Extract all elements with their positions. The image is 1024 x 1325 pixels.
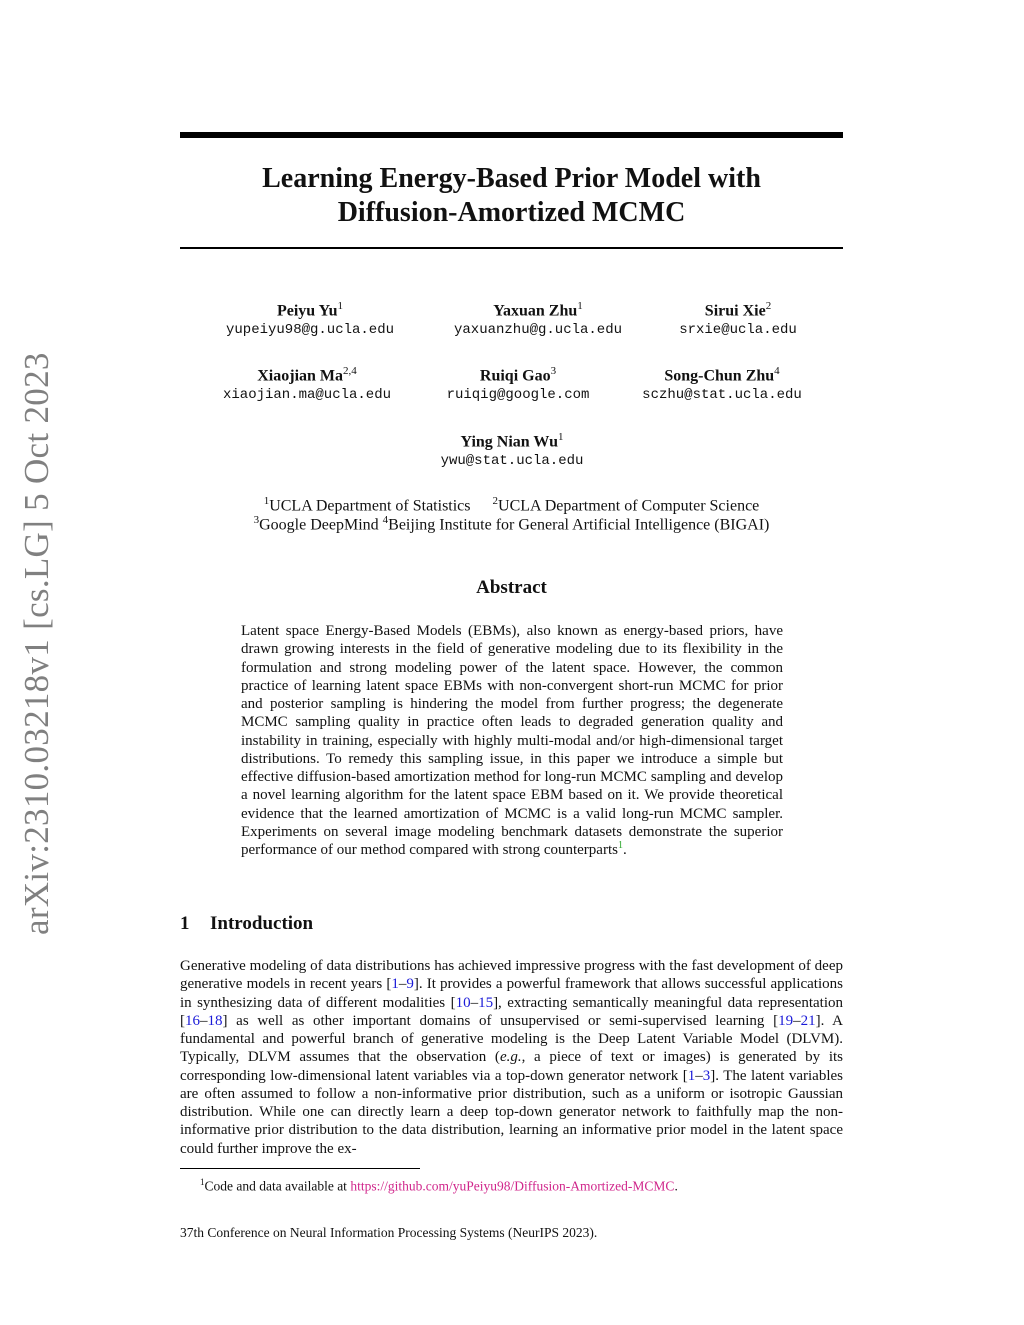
- author-yaxuan-zhu: [445, 296, 631, 339]
- intro-text: –: [200, 1012, 208, 1029]
- affiliation-ucla-statistics: UCLA Department of Statistics: [269, 497, 471, 515]
- citation-link[interactable]: 19: [778, 1012, 794, 1029]
- section-title: Introduction: [210, 913, 314, 934]
- author-email: srxie@ucla.edu: [679, 322, 797, 339]
- author-sirui-xie: [670, 296, 806, 339]
- author-ruiqi-gao: [435, 361, 601, 404]
- author-affil-sup: 1: [558, 431, 564, 443]
- citation-link[interactable]: 9: [406, 976, 414, 993]
- affil-sup: 1: [263, 495, 270, 507]
- author-email: sczhu@stat.ucla.edu: [642, 387, 802, 404]
- footnote-text: Code and data available at: [204, 1178, 351, 1194]
- intro-text: , a piece of text or images) is generated by its corresponding low-dimensional latent variables via a top-down generator network [: [180, 1049, 843, 1084]
- affil-sup: 3: [253, 514, 260, 526]
- citation-link[interactable]: 21: [800, 1012, 816, 1029]
- author-name: Yaxuan Zhu: [493, 302, 578, 320]
- author-affil-sup: 1: [577, 300, 583, 312]
- intro-text: ] as well as other important domains of unsupervised or semi-supervised learning [: [222, 1012, 779, 1029]
- intro-text: ], extracting semantically meaningful data representation [: [180, 994, 843, 1029]
- author-affil-sup: 1: [337, 300, 344, 312]
- title-line-1: Learning Energy-Based Prior Model with: [262, 163, 761, 194]
- citation-link[interactable]: 18: [207, 1012, 223, 1029]
- author-email: yupeiyu98@g.ucla.edu: [225, 322, 395, 339]
- venue-footer: 37th Conference on Neural Information Processing Systems (NeurIPS 2023).: [180, 1225, 598, 1240]
- citation-link[interactable]: 3: [702, 1067, 711, 1084]
- intro-text: ]. A fundamental and powerful branch of generative modeling is the Deep Latent Variable Model (DLVM). Typically, DLVM assumes that the observation (: [180, 1012, 844, 1066]
- affiliation-bigai: Beijing Institute for General Artificial Intelligence (BIGAI): [388, 516, 770, 534]
- author-affil-sup: 2,4: [343, 365, 357, 377]
- author-peiyu-yu: [222, 296, 398, 339]
- abstract-text: [241, 622, 783, 859]
- author-name: Sirui Xie: [704, 302, 766, 320]
- section-heading-introduction: [180, 913, 313, 935]
- author-name: Song-Chun Zhu: [664, 367, 775, 385]
- introduction-paragraph: [180, 957, 843, 1158]
- author-email: ruiqig@google.com: [446, 387, 590, 404]
- author-name: Ying Nian Wu: [460, 433, 559, 451]
- title-bottom-rule: [180, 247, 843, 249]
- affiliation-ucla-cs: UCLA Department of Computer Science: [498, 497, 760, 515]
- affil-sup: 4: [382, 514, 389, 526]
- citation-link[interactable]: 16: [185, 1012, 200, 1029]
- citation-link[interactable]: 10: [455, 994, 471, 1011]
- affiliation-google-deepmind: Google DeepMind: [259, 516, 379, 534]
- author-name: Xiaojian Ma: [257, 367, 344, 385]
- title-top-rule: [180, 132, 843, 138]
- author-email: xiaojian.ma@ucla.edu: [222, 387, 392, 404]
- intro-text: –: [695, 1067, 703, 1084]
- author-song-chun-zhu: [630, 361, 814, 404]
- intro-text: ]. It provides a powerful framework that allows successful applications in synthesizing data of different modalities [: [180, 976, 843, 1011]
- abstract-end: .: [622, 842, 627, 858]
- paper-title: [180, 162, 843, 230]
- abstract-heading: Abstract: [476, 577, 547, 598]
- intro-text: Generative modeling of data distributions has achieved impressive progress with the fast development of deep generative models in recent years [: [180, 958, 843, 993]
- author-email: yaxuanzhu@g.ucla.edu: [453, 322, 623, 339]
- author-xiaojian-ma: [212, 361, 402, 404]
- section-number: 1: [180, 913, 190, 934]
- title-line-2: Diffusion-Amortized MCMC: [337, 197, 686, 228]
- intro-text: –: [793, 1012, 801, 1029]
- footnote: [200, 1174, 678, 1195]
- affiliations-line-2: [180, 511, 843, 534]
- author-name: Peiyu Yu: [276, 302, 338, 320]
- author-ying-nian-wu: [422, 427, 602, 470]
- author-email: ywu@stat.ucla.edu: [440, 453, 584, 470]
- footnote-number: 1: [200, 1177, 205, 1187]
- intro-emphasis: e.g.: [499, 1049, 522, 1066]
- author-name: Ruiqi Gao: [479, 367, 551, 385]
- citation-link[interactable]: 1: [687, 1067, 696, 1084]
- intro-text: ]. The latent variables are often assumed to follow a non-informative prior distribution, such as a uniform or isotropic Gaussian distribution. While one can directly learn a deep top-down generator network to faithfully map the non-informative prior distribution to the data distribution, learning an informative prior model in the latent space could further improve the ex-: [180, 1067, 843, 1157]
- intro-text: –: [398, 976, 407, 993]
- arxiv-identifier: arXiv:2310.03218v1 [cs.LG] 5 Oct 2023: [17, 352, 56, 935]
- abstract-body-text: Latent space Energy-Based Models (EBMs), also known as energy-based priors, have drawn growing interests in the field of generative modeling due to its flexibility in the formulation and strong modeling power of the latent space. However, the common practice of learning latent space EBMs with non-convergent short-run MCMC for prior and posterior sampling is hindering the model from further progress; the degenerate MCMC sampling quality in practice often leads to degraded generation quality and instability in training, especially with highly multi-modal and/or high-dimensional target distributions. To remedy this sampling issue, in this paper we introduce a simple but effective diffusion-based amortization method for long-run MCMC sampling and develop a novel learning algorithm for the latent space EBM based on it. We provide theoretical evidence that the learned amortization of MCMC is a valid long-run MCMC sampler. Experiments on several image modeling benchmark datasets demonstrate the superior performance of our method compared with strong counterparts: [241, 623, 783, 858]
- affil-sup: 2: [492, 495, 499, 507]
- intro-text: –: [470, 994, 479, 1011]
- footnote-rule: [180, 1168, 420, 1169]
- footnote-end: .: [674, 1178, 678, 1194]
- author-affil-sup: 4: [774, 365, 780, 377]
- footnote-mark-link[interactable]: 1: [617, 840, 623, 851]
- author-affil-sup: 3: [550, 365, 557, 377]
- citation-link[interactable]: 15: [478, 994, 494, 1011]
- citation-link[interactable]: 1: [391, 976, 399, 993]
- github-link[interactable]: https://github.com/yuPeiyu98/Diffusion-Amortized-MCMC: [350, 1178, 675, 1194]
- author-affil-sup: 2: [765, 300, 772, 312]
